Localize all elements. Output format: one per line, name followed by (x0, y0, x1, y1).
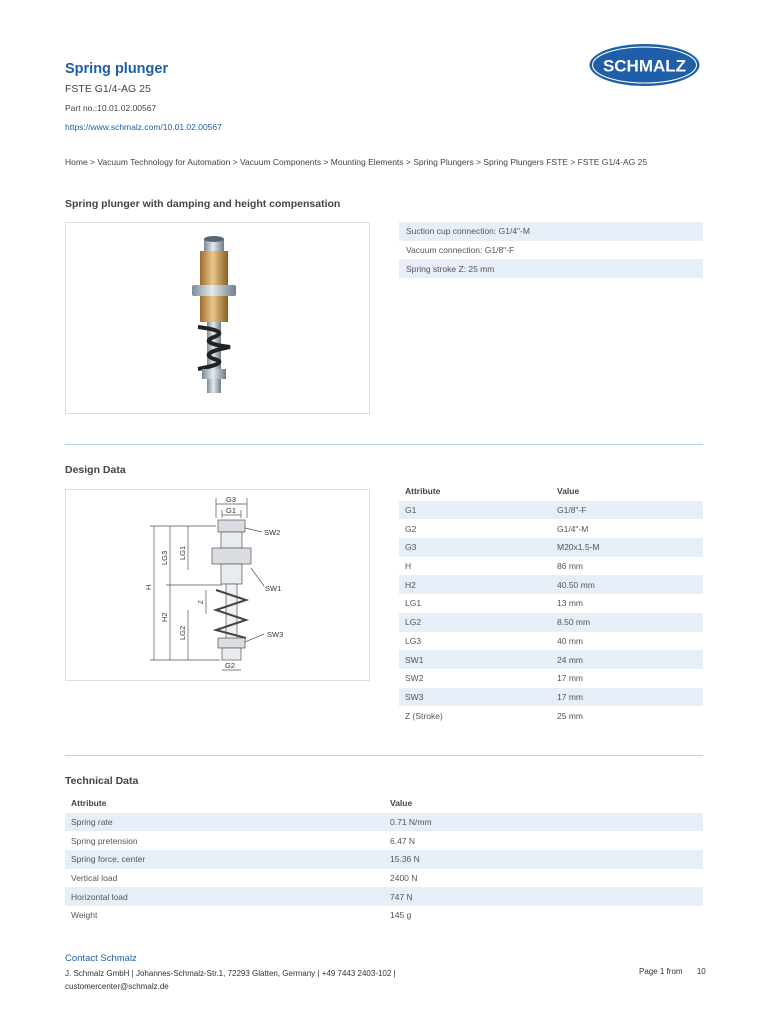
value-cell: 145 g (390, 910, 412, 921)
label-lg1: LG1 (178, 545, 187, 560)
value-cell: 17 mm (557, 673, 583, 684)
table-row (65, 831, 703, 850)
attribute-cell: Weight (71, 910, 98, 921)
attribute-cell: LG2 (399, 613, 551, 632)
product-code: FSTE G1/4-AG 25 (65, 83, 151, 95)
value-cell: 17 mm (551, 688, 703, 707)
value-cell: 24 mm (551, 650, 703, 669)
table-row (399, 669, 703, 688)
attribute-cell: G1 (399, 501, 551, 520)
column-header-value: Value (390, 798, 413, 809)
value-cell: 8.50 mm (551, 613, 703, 632)
feature-row (399, 222, 703, 241)
design-heading: Design Data (65, 464, 126, 476)
feature-text: Spring stroke Z: 25 mm (399, 259, 703, 278)
attribute-cell: Horizontal load (65, 887, 384, 906)
table-header-row (399, 482, 703, 501)
value-cell: 40.50 mm (551, 575, 703, 594)
table-row (65, 887, 703, 906)
page-total: 10 (696, 967, 706, 976)
schmalz-logo (588, 42, 701, 88)
label-h: H (144, 584, 153, 590)
logo-text: SCHMALZ (602, 56, 687, 76)
feature-row (399, 241, 703, 260)
table-row (399, 575, 703, 594)
label-sw2: SW2 (264, 528, 281, 537)
value-cell: G1/4"-M (557, 523, 589, 534)
product-image-frame (65, 222, 370, 414)
feature-row (399, 259, 703, 278)
table-row (65, 850, 703, 869)
column-header-value: Value (557, 486, 580, 497)
contact-link[interactable]: Contact Schmalz (65, 953, 137, 964)
value-cell: 747 N (384, 887, 703, 906)
value-cell: G1/8"-F (551, 501, 703, 520)
attribute-cell: H2 (399, 575, 551, 594)
page-label: Page 1 from (639, 967, 683, 976)
feature-text: Vacuum connection: G1/8"-F (406, 245, 515, 256)
attribute-cell: Spring force, center (65, 850, 384, 869)
attribute-cell: SW2 (405, 673, 424, 684)
table-row (399, 594, 703, 613)
value-cell: 13 mm (557, 598, 583, 609)
attribute-cell: SW3 (399, 688, 551, 707)
breadcrumb[interactable] (65, 155, 710, 169)
section-divider (65, 755, 703, 756)
value-cell: 40 mm (557, 635, 583, 646)
table-row (399, 632, 703, 651)
column-header-attribute: Attribute (71, 798, 107, 809)
label-lg2: LG2 (178, 625, 187, 640)
dimension-drawing (66, 490, 369, 680)
breadcrumb-text[interactable]: Home > Vacuum Technology for Automation > Vacuum Components > Mounting Elements > Spring Plungers > Spring Plungers FSTE > FSTE G1/4-AG 25 (65, 157, 648, 167)
product-image (66, 223, 369, 413)
section-divider (65, 444, 703, 445)
table-row (399, 688, 703, 707)
table-header-row (65, 794, 703, 813)
attribute-cell: Spring rate (65, 813, 384, 832)
table-row (65, 869, 703, 888)
table-row (399, 519, 703, 538)
table-row (399, 557, 703, 576)
label-lg3: LG3 (160, 550, 169, 565)
table-row (65, 813, 703, 832)
attribute-cell: LG3 (405, 635, 422, 646)
table-row (399, 538, 703, 557)
part-number: Part no.:10.01.02.00567 (65, 103, 157, 113)
value-cell: 25 mm (557, 710, 583, 721)
attribute-cell: Spring pretension (71, 835, 138, 846)
footer-address (65, 967, 485, 993)
attribute-cell: H (405, 561, 412, 572)
product-heading: Spring plunger with damping and height compensation (65, 198, 341, 210)
product-link[interactable]: https://www.schmalz.com/10.01.02.00567 (65, 122, 222, 132)
attribute-cell: G3 (399, 538, 551, 557)
table-row (399, 706, 703, 725)
value-cell: M20x1.5-M (551, 538, 703, 557)
value-cell: 15.36 N (384, 850, 703, 869)
page-indicator (639, 967, 706, 976)
technical-heading: Technical Data (65, 775, 139, 787)
value-cell: 86 mm (557, 561, 583, 572)
label-z: Z (199, 600, 205, 604)
attribute-cell: LG1 (405, 598, 422, 609)
table-row (399, 650, 703, 669)
email-line[interactable]: customercenter@schmalz.de (65, 982, 169, 991)
table-row (399, 501, 703, 520)
feature-table (399, 222, 703, 278)
label-g1: G1 (226, 506, 237, 515)
technical-data-table (65, 794, 703, 925)
feature-text: Suction cup connection: G1/4"-M (399, 222, 703, 241)
value-cell: 6.47 N (390, 835, 416, 846)
dimension-drawing-frame (65, 489, 370, 681)
table-row (65, 906, 703, 925)
column-header-attribute: Attribute (405, 486, 441, 497)
attribute-cell: Vertical load (71, 873, 118, 884)
design-data-table (399, 482, 703, 725)
table-row (399, 613, 703, 632)
label-sw3: SW3 (267, 630, 284, 639)
page-title: Spring plunger (65, 61, 169, 77)
attribute-cell: SW1 (399, 650, 551, 669)
label-g2: G2 (225, 661, 236, 670)
label-g3: G3 (226, 495, 237, 504)
attribute-cell: G2 (405, 523, 417, 534)
value-cell: 2400 N (390, 873, 418, 884)
label-sw1: SW1 (265, 584, 282, 593)
address-line: J. Schmalz GmbH | Johannes-Schmalz-Str.1, 72293 Glatten, Germany | +49 7443 2403-102 | (65, 969, 396, 978)
label-h2: H2 (160, 612, 169, 622)
value-cell: 0.71 N/mm (384, 813, 703, 832)
attribute-cell: Z (Stroke) (405, 710, 443, 721)
